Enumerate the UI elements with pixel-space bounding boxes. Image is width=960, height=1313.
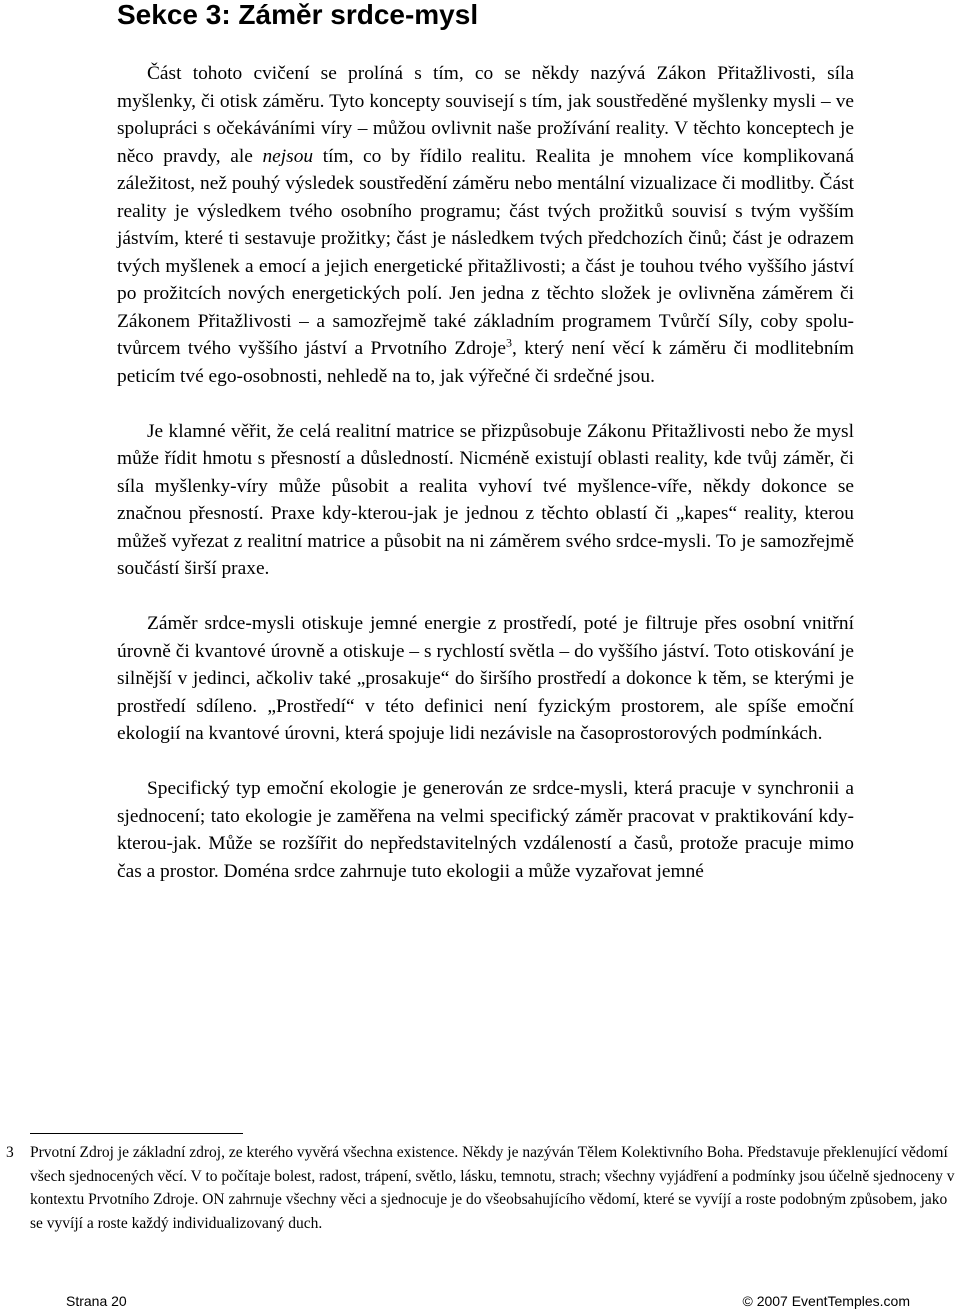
paragraph-2: Je klamné věřit, že celá realitní matrice se přizpůsobuje Zákonu Přitažlivosti nebo že mysl může řídit hmotu s přesností a důsledností. Nicméně existují oblasti reality, kde tvůj záměr, či síla myšlenky-víry může působit a realita vyhoví tvé myšlence-víře, někdy dokonce se značnou přesností. Praxe kdy-kterou-jak je jednou z těchto oblastí či „kapes“ reality, kterou můžeš vyřezat z realitní matrice a působit na ni záměrem svého srdce-mysli. To je samozřejmě součástí širší praxe. <box>117 420 854 579</box>
paragraph-1-text-c: , který není věcí k záměru či modlitebním peticím tvé ego-osobnosti, nehledě na to, jak výřečné či srdečné jsou. <box>117 338 854 387</box>
paragraph-1-text-a: Část tohoto cvičení se prolíná s tím, co se někdy nazývá Zákon Přitažlivosti, síla myšlenky, či otisk záměru. Tyto koncepty souvisejí s tím, jak soustředěné myšlenky mysli – ve spolupráci s očekáváními víry – můžou ovlivnit naše prožívání reality. V těchto konceptech je něco pravdy, ale <box>117 63 854 167</box>
paragraph-1-text-b: tím, co by řídilo realitu. Realita je mnohem více komplikovaná záležitost, než pouhý výsledek soustředění záměru nebo mentální vizualizace či modlitby. Část reality je výsledkem tvého osobního programu; část tvých prožitků souvisí s tvým vyšším jástvím, které ti sestavuje prožitky; část je následkem tvých předchozích činů; část je odrazem tvých myšlenek a emocí a jejich energetické přitažlivosti; a část je touhou tvého vyššího jáství po prožitcích nových energetických polí. Jen jedna z těchto složek je ovlivněna záměrem či Zákonem Přitažlivosti – a samozřejmě také základním programem Tvůrčí Síly, coby spolu-tvůrcem tvého vyššího jáství a Prvotního Zdroje <box>117 145 854 359</box>
copyright-notice: © 2007 EventTemples.com <box>742 1293 910 1309</box>
section-heading: Sekce 3: Záměr srdce-mysl <box>117 0 479 30</box>
emphasis-nejsou: nejsou <box>262 145 314 167</box>
paragraph-1 <box>117 60 854 390</box>
footnote-reference[interactable]: 3 <box>506 335 513 350</box>
footnote-divider <box>30 1133 243 1134</box>
footnote <box>6 1141 956 1235</box>
paragraph-4: Specifický typ emoční ekologie je generován ze srdce-mysli, která pracuje v synchronii a sjednocení; tato ekologie je zaměřena na velmi specifický záměr pracovat v praktikování kdy-kterou-jak. Může se rozšířit do nepředstavitelných vzdáleností a časů, protože pracuje mimo čas a prostor. Doména srdce zahrnuje tuto ekologii a může vyzařovat jemné <box>117 778 854 882</box>
footnote-text: Prvotní Zdroj je základní zdroj, ze kterého vyvěrá všechna existence. Někdy je nazýván Tělem Kolektivního Boha. Představuje překlenující vědomí všech sjednocených věcí. V to počítaje bolest, radost, trápení, světlo, lásku, temnotu, strach; všechny vyjádření a podmínky jsou účelně sjednoceny v kontextu Prvotního Zdroje. ON zahrnuje všechny věci a sjednocuje je do všeobsahujícího vědomí, které se vyvíjí a roste podobným způsobem, jako se vyvíjí a roste každý individualizovaný duch. <box>30 1144 955 1232</box>
page-number: Strana 20 <box>66 1293 127 1309</box>
body-text <box>117 60 854 885</box>
paragraph-3: Záměr srdce-mysli otiskuje jemné energie z prostředí, poté je filtruje přes osobní vnitřní úrovně či kvantové úrovně a otiskuje – s rychlostí světla – do vyššího jáství. Toto otiskování je silnější v jedinci, ačkoliv také „prosakuje“ do širšího prostředí a dokonce k těm, se kterými je prostředí sdíleno. „Prostředí“ v této definici není fyzickým prostorem, ale spíše emoční ekologií na kvantové úrovni, která spojuje lidi nezávisle na časoprostorových podmínkách. <box>117 613 854 744</box>
footnote-number: 3 <box>6 1144 14 1161</box>
